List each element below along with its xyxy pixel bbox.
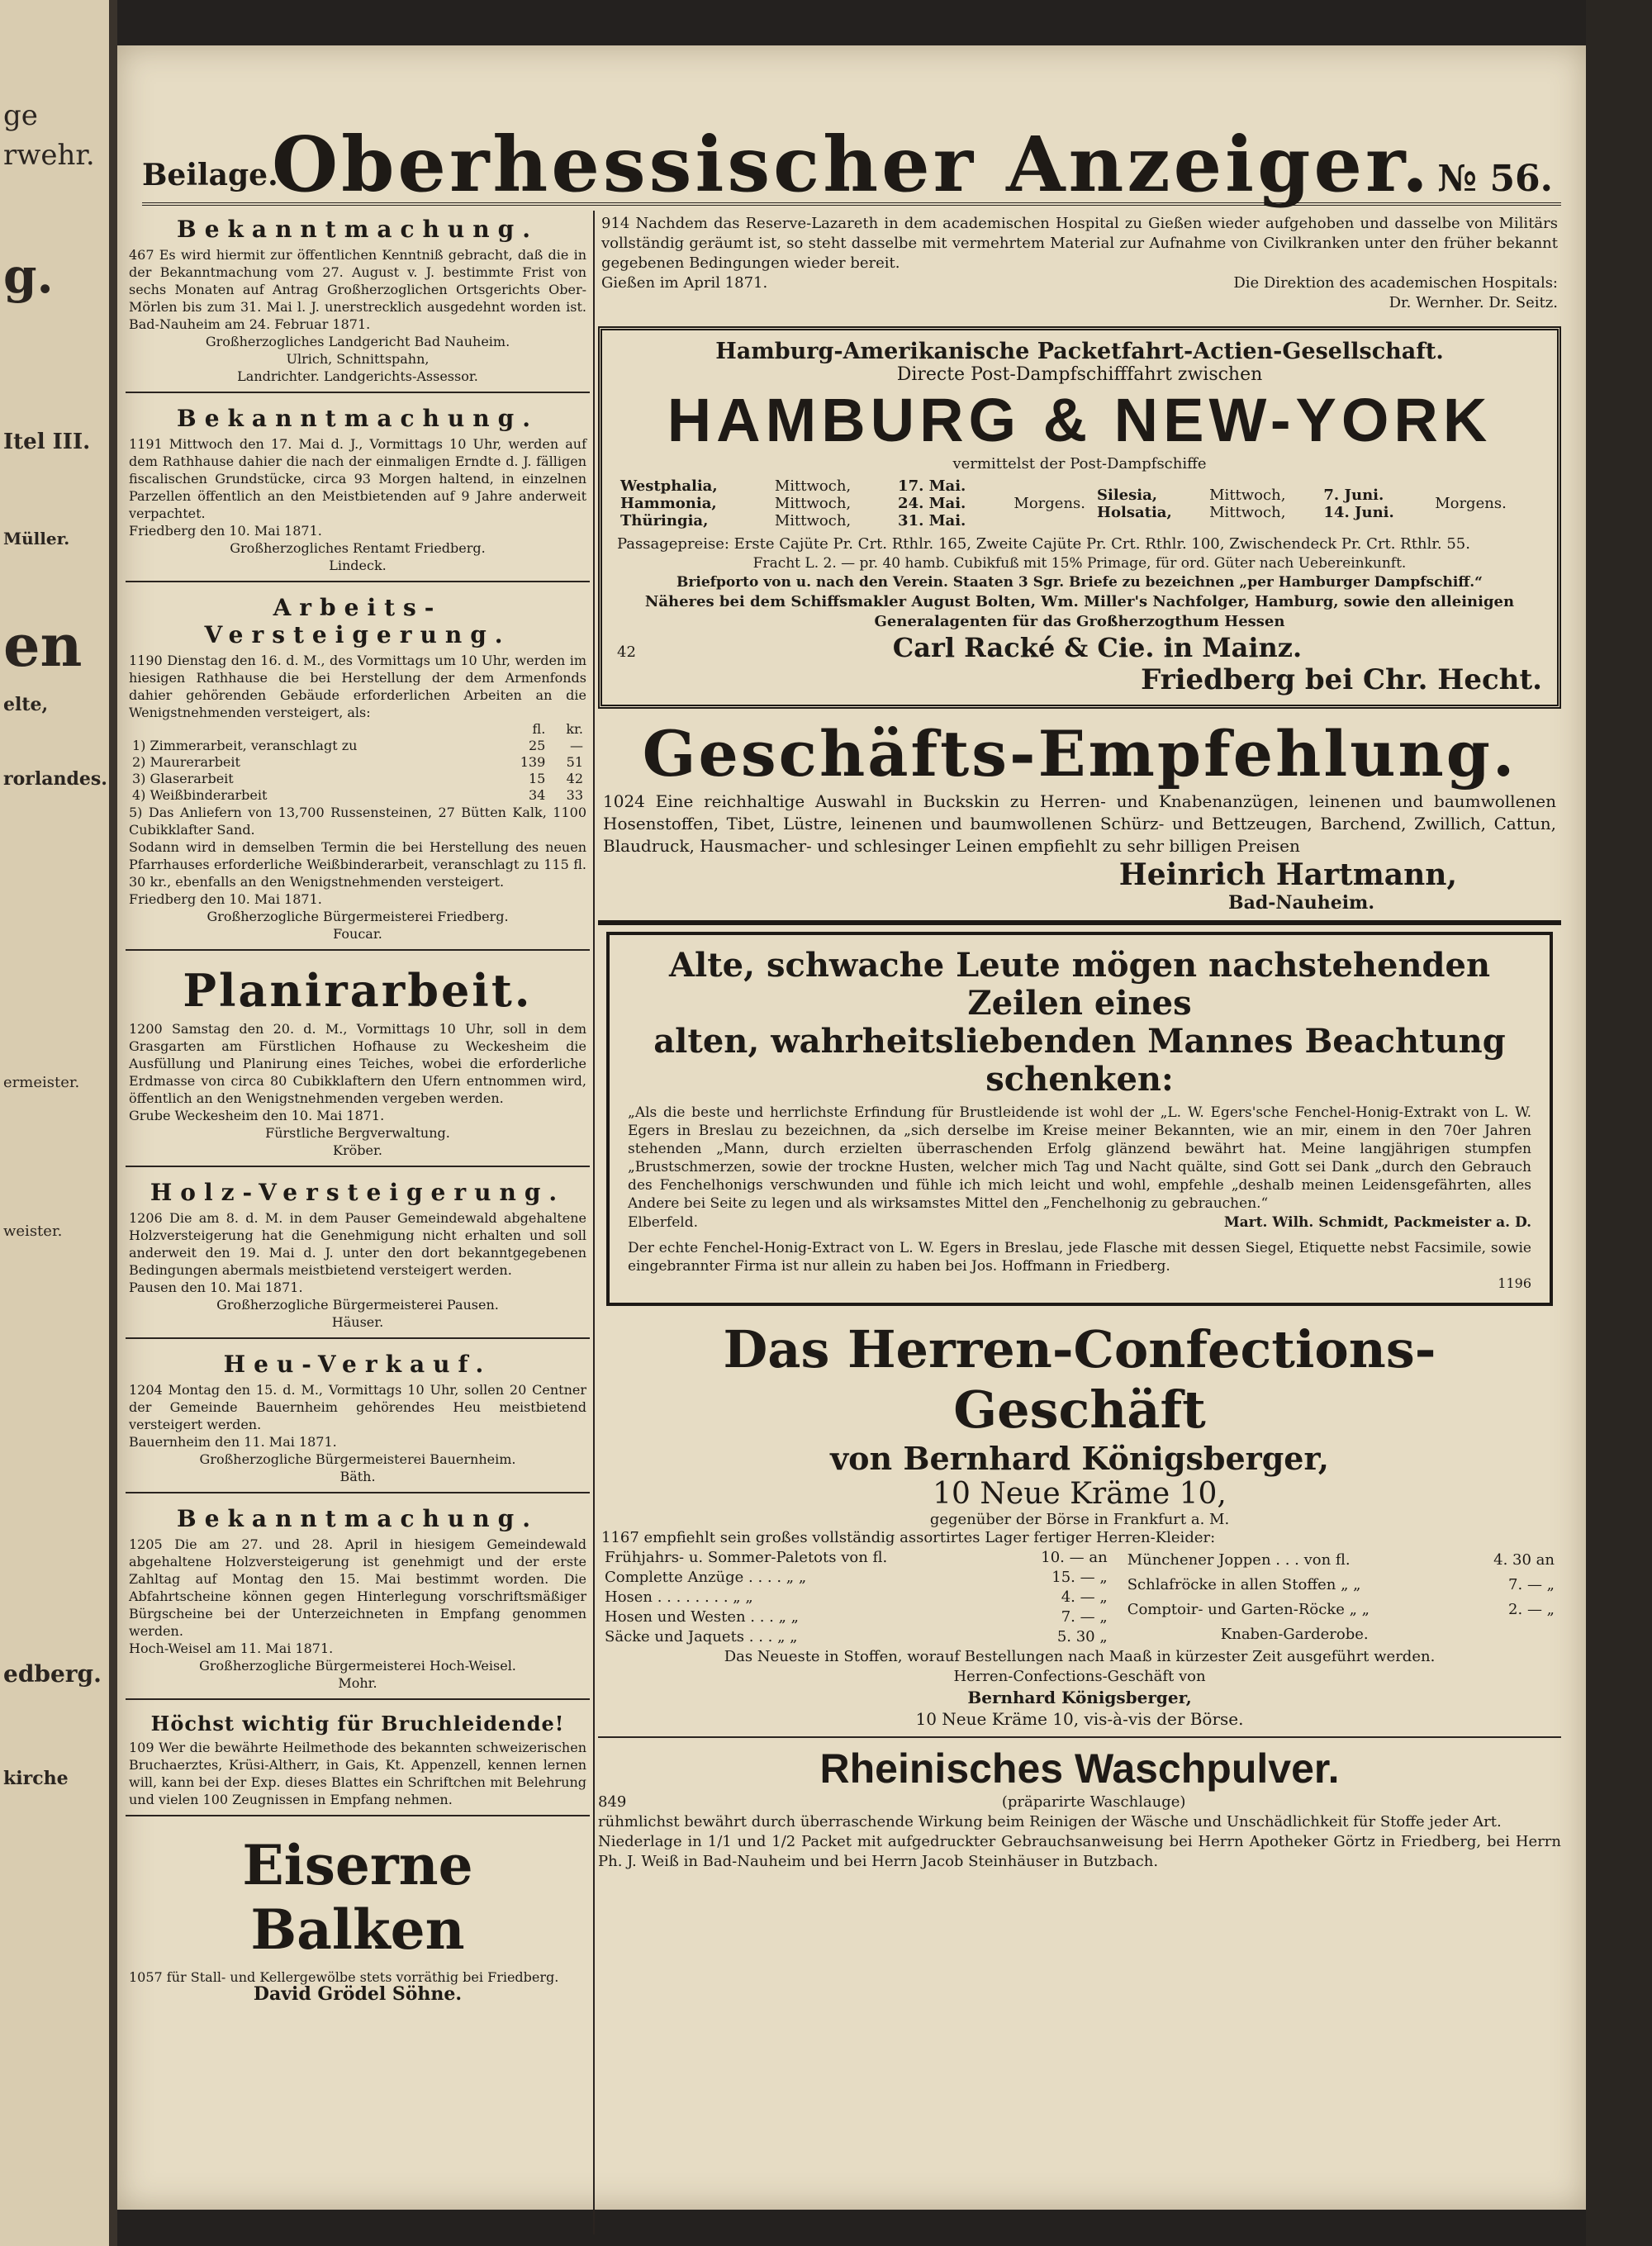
newspaper-title: Oberhessischer Anzeiger. <box>271 120 1432 209</box>
ad-bekanntmachung-3 <box>126 1500 590 1700</box>
issue-number: № 56. <box>1437 158 1553 200</box>
item-kr: 51 <box>566 754 583 770</box>
ad-date: Gießen im April 1871. <box>601 274 768 292</box>
table-row <box>129 754 586 771</box>
left-page-edge <box>0 0 112 2246</box>
item-label: Complette Anzüge . . . . „ „ <box>605 1569 807 1586</box>
ad-heading: Eiserne Balken <box>242 1833 473 1962</box>
ship-row <box>1094 487 1427 504</box>
price-list-right <box>1124 1548 1558 1647</box>
left-fragment: kirche <box>3 1768 69 1789</box>
ship-row <box>617 512 1005 529</box>
ad-text: 467 Es wird hiermit zur öffentlichen Kenntniß gebracht, daß die in der Bekanntmachung vom 27. August v. J. bestimmte Frist von sechs Monaten auf Antrag Großherzoglichen Ortsgerichts Ober-Mörlen bis zum 31. Mai l. J. unerstrecklich ausgedehnt worden ist. Bad-Nauheim am 24. Februar 1871. <box>129 247 586 332</box>
ad-number: 849 <box>598 1793 627 1811</box>
left-fragment: elte, <box>3 694 49 715</box>
ad-heading: Höchst wichtig für Bruchleidende! <box>150 1712 565 1736</box>
ad-arbeits-versteigerung <box>126 589 590 951</box>
table-row <box>601 1588 1111 1607</box>
ship-time: Morgens. <box>1014 495 1085 512</box>
ship-day: Mittwoch, <box>774 477 852 495</box>
left-fragment: rwehr. <box>3 139 95 172</box>
ship-day: Mittwoch, <box>774 512 852 529</box>
ad-bruchleidende <box>126 1707 590 1816</box>
left-fragment: weister. <box>3 1223 63 1240</box>
ad-signature: Dr. Wernher. Dr. Seitz. <box>1389 294 1558 311</box>
ad-fenchelhonig <box>606 932 1553 1306</box>
table-row <box>601 1607 1111 1627</box>
ad-text: 5) Das Anliefern von 13,700 Russensteinen, 27 Bütten Kalk, 1100 Cubikklafter Sand. <box>129 805 586 838</box>
column-divider <box>593 211 595 2234</box>
ship-date: 14. Juni. <box>1323 503 1394 521</box>
left-fragment: g. <box>3 248 54 304</box>
ad-heading: Bekanntmachung. <box>177 216 539 243</box>
ship-row <box>617 477 1005 495</box>
ad-heading: Rheinisches Waschpulver. <box>819 1745 1340 1792</box>
ad-geschaefts-empfehlung <box>598 717 1561 925</box>
ad-date: Friedberg den 10. Mai 1871. <box>129 891 322 907</box>
ad-signature: Großherzogliches Landgericht Bad Nauheim. <box>205 334 510 349</box>
ship-name: Hammonia, <box>620 495 717 512</box>
hapag-subtitle: Directe Post-Dampfschifffahrt zwischen <box>896 364 1263 385</box>
ad-signature: Mart. Wilh. Schmidt, Packmeister a. D. <box>1223 1214 1531 1231</box>
item-label: Comptoir- und Garten-Röcke „ „ <box>1127 1601 1370 1618</box>
left-fragment: edberg. <box>3 1660 102 1688</box>
ad-text: 109 Wer die bewährte Heilmethode des bekannten schweizerischen Bruchaerztes, Krüsi-Altherr, in Gais, Kt. Appenzell, kennen lernen will, kann bei der Exp. dieses Blattes ein Schriftchen mit Belehrung und vielen 100 Zeugnissen in Empfang nehmen. <box>129 1740 586 1807</box>
item-label: Hosen . . . . . . . . „ „ <box>605 1588 753 1606</box>
table-row <box>129 787 586 804</box>
ad-hospital-notice <box>598 211 1561 320</box>
ship-day: Mittwoch, <box>1209 486 1286 504</box>
table-row <box>129 771 586 787</box>
hapag-naeheres: Näheres bei dem Schiffsmakler August Bolten, Wm. Miller's Nachfolger, Hamburg, sowie den alleinigen Generalagenten für das Großherzogthum Hessen <box>644 593 1515 630</box>
ad-text: Herren-Confections-Geschäft von <box>953 1668 1206 1685</box>
newspaper-page <box>117 45 1586 2210</box>
ad-text: Der echte Fenchel-Honig-Extract von L. W. Egers in Breslau, jede Flasche mit dessen Siegel, Etiquette nebst Facsimile, sowie eingebrannter Firma ist nur allein zu haben bei Jos. Hoffmann in Friedberg. <box>628 1240 1531 1275</box>
item-label: Säcke und Jaquets . . . „ „ <box>605 1628 798 1645</box>
ad-bekanntmachung-1 <box>126 211 590 393</box>
ad-herren-confections <box>598 1316 1561 1738</box>
item-kr: 42 <box>566 771 583 786</box>
ad-place: Elberfeld. <box>628 1214 698 1231</box>
ad-address: 10 Neue Kräme 10, vis-à-vis der Börse. <box>915 1709 1244 1729</box>
cost-table <box>129 721 586 804</box>
item-label: 3) Glaserarbeit <box>132 771 234 786</box>
ship-date: 24. Mai. <box>898 495 966 512</box>
ship-date: 7. Juni. <box>1323 486 1384 504</box>
ad-signature: Bernhard Königsberger, <box>967 1688 1192 1707</box>
left-fragment: en <box>3 611 83 680</box>
item-price: 7. — „ <box>1508 1576 1555 1593</box>
table-row <box>601 1548 1111 1568</box>
ad-text: 1205 Die am 27. und 28. April in hiesigem Gemeindewald abgehaltene Holzversteigerung ist genehmigt und der erste Zahltag auf Montag den 15. Mai bestimmt worden. Die Abfahrtscheine können gegen Hinterlegung vorschriftsmäßiger Bürgscheine bei der Unterzeichneten in Empfang genommen werden. <box>129 1536 586 1639</box>
item-label: Frühjahrs- u. Sommer-Paletots von fl. <box>605 1549 888 1566</box>
ship-row <box>1094 504 1427 521</box>
ad-location: gegenüber der Börse in Frankfurt a. M. <box>929 1511 1230 1528</box>
ad-text: 1024 Eine reichhaltige Auswahl in Buckskin zu Herren- und Knabenanzügen, leinenen und baumwollenen Hosenstoffen, Tibet, Lüstre, leinenen und baumwollenen Schürz- und Bettzeugen, Barchend, Zwillich, Cattun, Blaudruck, Hausmacher- und schlesinger Leinen empfiehlt zu sehr billigen Preisen <box>603 791 1556 856</box>
ad-heading: Heu-Verkauf. <box>223 1351 492 1378</box>
item-fl: 139 <box>520 754 546 770</box>
item-label: Schlafröcke in allen Stoffen „ „ <box>1127 1576 1361 1593</box>
item-label: Hosen und Westen . . . „ „ <box>605 1608 799 1626</box>
ad-signature: Heinrich Hartmann, <box>1118 857 1457 892</box>
ad-signature: Großherzogliche Bürgermeisterei Pausen. <box>216 1297 499 1313</box>
left-column <box>126 211 590 2016</box>
ad-hapag <box>598 326 1561 709</box>
price-list-left <box>601 1548 1111 1647</box>
ad-text: 1167 empfiehlt sein großes vollständig assortirtes Lager fertiger Herren-Kleider: <box>601 1529 1216 1546</box>
ship-day: Mittwoch, <box>774 495 852 512</box>
unit-kr: kr. <box>566 721 583 737</box>
ad-heading: Arbeits-Versteigerung. <box>204 594 511 648</box>
ship-name: Holsatia, <box>1097 503 1172 521</box>
ship-name: Silesia, <box>1097 486 1158 504</box>
item-label: 2) Maurerarbeit <box>132 754 240 770</box>
ad-heading: Alte, schwache Leute mögen nachstehenden Zeilen eines <box>668 946 1491 1023</box>
ship-date: 17. Mai. <box>898 477 966 495</box>
left-fragment: Itel III. <box>3 430 91 454</box>
ad-heading: alten, wahrheitsliebenden Mannes Beachtung schenken: <box>653 1022 1506 1099</box>
ship-schedule-right <box>1094 487 1427 521</box>
ad-signature: Häuser. <box>331 1314 384 1330</box>
item-label: 1) Zimmerarbeit, veranschlagt zu <box>132 738 358 753</box>
ad-text: 1191 Mittwoch den 17. Mai d. J., Vormittags 10 Uhr, werden auf dem Rathhause dahier die nach der einmaligen Erndte d. J. fälligen fiscalischen Grundstücke, circa 93 Morgen haltend, in einzelnen Parzellen öffentlich an den Meistbietenden auf 9 Jahre anderweit verpachtet. <box>129 436 586 521</box>
ship-schedule-left <box>617 477 1005 529</box>
item-label: 4) Weißbinderarbeit <box>132 787 268 803</box>
item-kr: 33 <box>566 787 583 803</box>
table-row <box>1124 1573 1558 1598</box>
hapag-vermittelst: vermittelst der Post-Dampfschiffe <box>952 455 1207 472</box>
ad-signature: David Grödel Söhne. <box>253 1983 463 2005</box>
ad-heading: Planirarbeit. <box>183 964 533 1017</box>
table-row <box>1124 1598 1558 1622</box>
ad-text: 914 Nachdem das Reserve-Lazareth in dem academischen Hospital zu Gießen wieder aufgehoben und dasselbe von Militärs vollständig geräumt ist, so steht dasselbe mit vermehrtem Material zur Aufnahme von Civilkranken unter den früher bekannt gegebenen Bedingungen wieder bereit. <box>601 215 1558 272</box>
ad-number: 1196 <box>1498 1275 1531 1291</box>
ad-heading: Bekanntmachung. <box>177 405 539 432</box>
ad-date: Grube Weckesheim den 10. Mai 1871. <box>129 1108 385 1123</box>
left-fragment: rorlandes. <box>3 768 107 790</box>
item-price: 15. — „ <box>1051 1569 1108 1586</box>
table-row <box>1124 1622 1558 1647</box>
left-fragment: ge <box>3 99 38 132</box>
ad-signature: Kröber. <box>333 1142 382 1158</box>
table-row <box>129 738 586 754</box>
ad-heading: Das Herren-Confections-Geschäft <box>723 1319 1436 1440</box>
ad-signature: Großherzogliche Bürgermeisterei Bauernheim. <box>199 1451 516 1467</box>
table-row <box>601 1568 1111 1588</box>
ad-text: rühmlichst bewährt durch überraschende Wirkung beim Reinigen der Wäsche und Unschädlichkeit für Stoffe jeder Art. <box>598 1813 1502 1831</box>
ad-date: Hoch-Weisel am 11. Mai 1871. <box>129 1641 334 1656</box>
hapag-prices: Passagepreise: Erste Cajüte Pr. Crt. Rthlr. 165, Zweite Cajüte Pr. Crt. Rthlr. 100, Zwischendeck Pr. Crt. Rthlr. 55. <box>617 535 1470 553</box>
item-price: 2. — „ <box>1508 1601 1555 1618</box>
ad-signature: Großherzogliches Rentamt Friedberg. <box>230 540 486 556</box>
ad-text: Sodann wird in demselben Termin die bei Herstellung des neuen Pfarrhauses erforderliche Weißbinderarbeit, veranschlagt zu 115 fl. 30 kr., ebenfalls an den Wenigstnehmenden versteigert. <box>129 839 586 890</box>
ad-signature: Fürstliche Bergverwaltung. <box>265 1125 450 1141</box>
ad-planirarbeit <box>126 957 590 1167</box>
item-label: Münchener Joppen . . . von fl. <box>1127 1551 1351 1569</box>
ad-signature: Die Direktion des academischen Hospitals: <box>1233 274 1558 292</box>
ad-eiserne-balken <box>126 1823 590 2010</box>
ad-address: 10 Neue Kräme 10, <box>933 1477 1227 1511</box>
hapag-local: Friedberg bei Chr. Hecht. <box>1141 663 1542 696</box>
hapag-company: Hamburg-Amerikanische Packetfahrt-Actien-Gesellschaft. <box>715 339 1444 364</box>
ad-signature: Großherzogliche Bürgermeisterei Hoch-Weisel. <box>199 1658 516 1674</box>
hapag-route: HAMBURG & NEW-YORK <box>667 386 1493 454</box>
table-row <box>601 1627 1111 1647</box>
ad-heading: Geschäfts-Empfehlung. <box>642 717 1517 791</box>
item-price: 5. 30 „ <box>1056 1628 1108 1645</box>
item-price: 4. — „ <box>1061 1588 1108 1606</box>
table-row <box>129 721 586 738</box>
ad-text: 1190 Dienstag den 16. d. M., des Vormittags um 10 Uhr, werden im hiesigen Rathhause die bei Herstellung der dem Armenfonds dahier gehörenden Gebäude erforderlichen Arbeiten an die Wenigstnehmenden versteigert, als: <box>129 653 586 720</box>
ship-name: Thüringia, <box>620 512 709 529</box>
item-fl: 34 <box>528 787 546 803</box>
table-row <box>1124 1548 1558 1573</box>
hapag-number: 42 <box>617 643 636 661</box>
item-fl: 25 <box>528 738 546 753</box>
ad-heu-verkauf <box>126 1346 590 1493</box>
item-price <box>1465 1622 1558 1647</box>
ad-text: „Als die beste und herrlichste Erfindung für Brustleidende ist wohl der „L. W. Egers'sche Fenchel-Honig-Extrakt von L. W. Egers in Breslau zu bezeichnen, da „sich derselbe im Kreise meiner Bekannten, wie an mir, einem in den 70er Jahren stehenden „Mann, durch erzielten überraschenden Erfolg glänzend bewährt hat. Meine langjährigen stumpfen „Brustschmerzen, sowie der trockne Husten, welcher mich Tag und Nacht quälte, sind Gott sei Dank „durch den Gebrauch des Fenchelhonigs verschwunden und fühle ich mich leicht und wohl, empfehle „deshalb meinen Leidensgefährten, alles Andere bei Seite zu legen und als wirksamstes Mittel den „Fenchelhonig zu gebrauchen.“ <box>628 1104 1531 1212</box>
right-column <box>598 211 1561 1872</box>
ad-signature: Großherzogliche Bürgermeisterei Friedberg. <box>206 909 509 924</box>
ship-day: Mittwoch, <box>1209 503 1286 521</box>
ad-signature: Bad-Nauheim. <box>1227 892 1374 914</box>
unit-fl: fl. <box>532 721 546 737</box>
left-fragment: ermeister. <box>3 1074 80 1091</box>
ad-holz-versteigerung <box>126 1174 590 1339</box>
ad-signature: Landrichter. Landgerichts-Assessor. <box>237 368 478 384</box>
item-fl: 15 <box>528 771 546 786</box>
ad-bekanntmachung-2 <box>126 400 590 582</box>
ship-date: 31. Mai. <box>898 512 966 529</box>
hapag-agent: Carl Racké & Cie. in Mainz. <box>892 632 1303 663</box>
ship-name: Westphalia, <box>620 477 718 495</box>
ad-text: 1204 Montag den 15. d. M., Vormittags 10 Uhr, sollen 20 Centner der Gemeinde Bauernheim gehörendes Heu meistbietend versteigert werden. <box>129 1382 586 1432</box>
book-gutter <box>109 0 117 2246</box>
ad-signature: Foucar. <box>333 926 382 942</box>
ad-heading: Holz-Versteigerung. <box>150 1179 566 1206</box>
hapag-briefporto: Briefporto von u. nach den Verein. Staaten 3 Sgr. Briefe zu bezeichnen „per Hamburger Dampfschiff.“ <box>676 574 1483 591</box>
ad-text: Das Neueste in Stoffen, worauf Bestellungen nach Maaß in kürzester Zeit ausgeführt werden. <box>724 1648 1436 1665</box>
ad-date: Friedberg den 10. Mai 1871. <box>129 523 322 539</box>
ad-subheading: (präparirte Waschlauge) <box>1001 1793 1186 1811</box>
ad-text: 1206 Die am 8. d. M. in dem Pauser Gemeindewald abgehaltene Holzversteigerung hat die Genehmigung nicht erhalten und soll anderweit den 19. Mai d. J. unter den dort bekanntgegebenen Bedingungen abermals meistbietend versteigert werden. <box>129 1210 586 1278</box>
ad-signature: Lindeck. <box>329 558 387 573</box>
ad-heading: Bekanntmachung. <box>177 1505 539 1532</box>
item-kr: — <box>570 738 583 753</box>
ad-text: Niederlage in 1/1 und 1/2 Packet mit aufgedruckter Gebrauchsanweisung bei Herrn Apotheker Görtz in Friedberg, bei Herrn Ph. J. Weiß in Bad-Nauheim und bei Herrn Jacob Steinhäuser in Butzbach. <box>598 1833 1561 1870</box>
ad-rheinisches-waschpulver <box>598 1745 1561 1872</box>
item-price: 4. 30 an <box>1493 1551 1555 1569</box>
item-price: 7. — „ <box>1061 1608 1108 1626</box>
beilage-label: Beilage. <box>142 158 278 192</box>
right-page-edge <box>1586 0 1652 2246</box>
ship-row <box>617 495 1005 512</box>
left-fragment: Müller. <box>3 529 70 548</box>
ad-signature: Ulrich, Schnittspahn, <box>286 351 430 367</box>
ad-date: Bauernheim den 11. Mai 1871. <box>129 1434 337 1450</box>
item-price: 10. — an <box>1041 1549 1108 1566</box>
item-label: Knaben-Garderobe. <box>1220 1626 1369 1643</box>
ad-signature: Mohr. <box>338 1675 377 1691</box>
ship-time: Morgens. <box>1435 495 1507 512</box>
ad-subheading: von Bernhard Königsberger, <box>830 1440 1329 1477</box>
ad-text: 1200 Samstag den 20. d. M., Vormittags 10 Uhr, soll in dem Grasgarten am Fürstlichen Hofhause zu Weckesheim die Ausfüllung und Planirung eines Teiches, wobei die erforderliche Erdmasse von circa 80 Cubikklaftern den Ufern entnommen wird, öffentlich an den Wenigstnehmenden vergeben werden. <box>129 1021 586 1106</box>
ad-signature: Bäth. <box>339 1469 376 1484</box>
masthead <box>142 87 1561 209</box>
ad-date: Pausen den 10. Mai 1871. <box>129 1280 303 1295</box>
hapag-fracht: Fracht L. 2. — pr. 40 hamb. Cubikfuß mit 15% Primage, für ord. Güter nach Uebereinkunft. <box>752 555 1407 572</box>
ad-text: 1057 für Stall- und Kellergewölbe stets vorräthig bei Friedberg. <box>129 1969 559 1985</box>
